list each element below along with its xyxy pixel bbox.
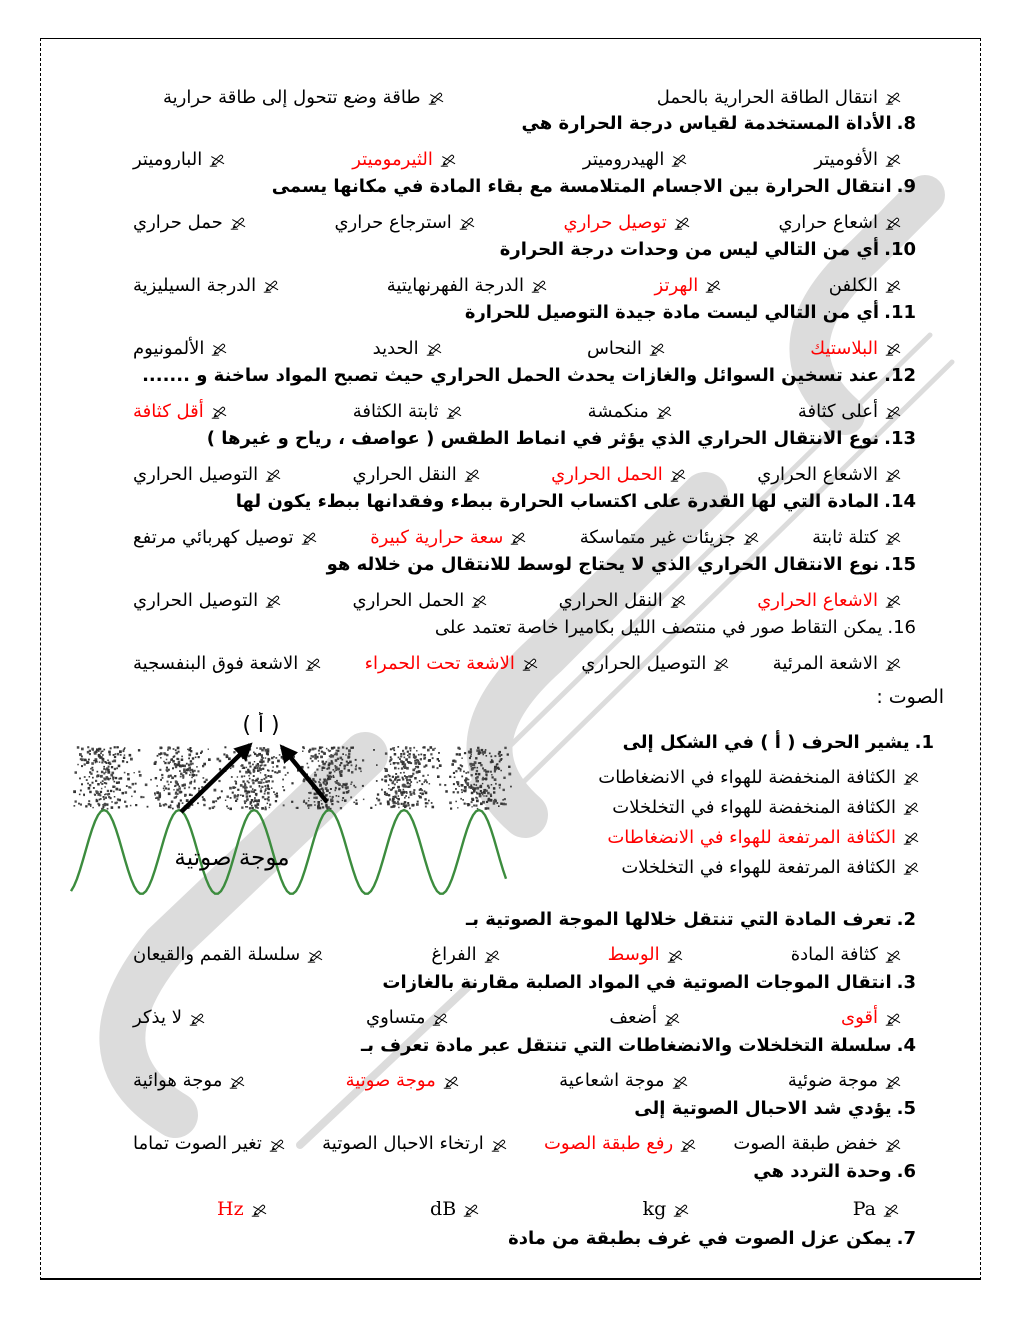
pen-marker-icon xyxy=(426,342,443,356)
answer-option xyxy=(133,401,228,424)
pen-marker-icon xyxy=(667,949,684,963)
answer-option-label: متساوي xyxy=(365,1007,426,1029)
pen-marker-icon xyxy=(664,1012,681,1026)
pen-marker-icon xyxy=(883,1203,900,1217)
sound-question-1-block xyxy=(523,712,946,883)
figure-caption: موجة صوتية xyxy=(174,845,290,871)
pen-marker-icon xyxy=(885,1012,902,1026)
answer-option-label: التوصيل الحراري xyxy=(581,652,707,674)
question xyxy=(69,972,946,1003)
question-number: 2. xyxy=(896,908,916,930)
sound-section-title: الصوت : xyxy=(876,686,944,708)
answer-option xyxy=(133,1133,286,1156)
pen-marker-icon xyxy=(885,468,902,482)
answer-option-label: الدرجة الفهرنهايتية xyxy=(386,274,524,296)
question-text: يؤدي شد الاحبال الصوتية إلى xyxy=(634,1097,892,1119)
pen-marker-icon xyxy=(903,801,920,815)
answer-option xyxy=(814,149,902,172)
answer-option xyxy=(387,275,548,298)
answer-option-label: الكثافة المرتفعة للهواء في الانضغاطات xyxy=(607,826,896,848)
pen-marker-icon xyxy=(463,1203,480,1217)
pen-marker-icon xyxy=(885,594,902,608)
answer-option xyxy=(588,401,673,424)
answer-option-label: تغير الصوت تماما xyxy=(133,1133,262,1155)
answer-option-label: سعة حرارية كبيرة xyxy=(370,526,504,548)
answer-options-row xyxy=(69,522,946,554)
pen-marker-icon xyxy=(743,531,760,545)
page-border xyxy=(40,38,981,1280)
question xyxy=(69,365,946,396)
pen-marker-icon xyxy=(263,279,280,293)
answer-option-label: ارتخاء الاحبال الصوتية xyxy=(322,1133,484,1155)
question xyxy=(69,239,946,270)
answer-option-label: الكثافة المرتفعة للهواء في التخلخلات xyxy=(621,856,896,878)
question xyxy=(69,176,946,207)
answer-option-label: خفض طبقة الصوت xyxy=(733,1133,878,1155)
pen-marker-icon xyxy=(443,1075,460,1089)
pen-marker-icon xyxy=(705,279,722,293)
answer-options-row xyxy=(69,396,946,428)
answer-option xyxy=(352,149,457,172)
answer-option xyxy=(733,1133,902,1156)
answer-option-label: الفراغ xyxy=(431,944,477,966)
pen-marker-icon xyxy=(885,949,902,963)
answer-option xyxy=(133,590,282,613)
pen-marker-icon xyxy=(674,216,691,230)
pen-marker-icon xyxy=(446,405,463,419)
question-number: 4. xyxy=(896,1034,916,1056)
answer-option-label: الحديد xyxy=(372,337,419,359)
answer-option xyxy=(564,212,691,235)
answer-option xyxy=(133,338,228,361)
pen-marker-icon xyxy=(885,342,902,356)
question xyxy=(69,302,946,333)
question-number: 1. xyxy=(914,732,934,753)
answer-option xyxy=(523,853,920,883)
answer-option-label: التوصيل الحراري xyxy=(133,589,259,611)
question-number: 6. xyxy=(896,1160,916,1182)
answer-options-row xyxy=(69,144,946,176)
pen-marker-icon xyxy=(885,216,902,230)
pen-marker-icon xyxy=(672,1075,689,1089)
heat-questions-section xyxy=(69,113,946,680)
answer-option xyxy=(133,464,282,487)
answer-option xyxy=(791,944,902,967)
pen-marker-icon xyxy=(885,91,902,105)
sound-figure-and-q1 xyxy=(69,712,946,909)
question-number: 5. xyxy=(896,1097,916,1119)
pen-marker-icon xyxy=(265,468,282,482)
answer-options-row xyxy=(69,270,946,302)
answer-option xyxy=(346,1070,460,1093)
answer-option xyxy=(133,1070,246,1093)
answer-options-row xyxy=(69,333,946,365)
pen-marker-icon xyxy=(471,594,488,608)
answer-option-label: الثيرموميتر xyxy=(352,148,433,170)
question xyxy=(69,113,946,144)
answer-option-label: انتقال الطاقة الحرارية بالحمل xyxy=(656,86,878,108)
answer-option xyxy=(581,653,730,676)
answer-option-label: استرجاع حراري xyxy=(334,211,452,233)
answer-option xyxy=(778,212,902,235)
answer-option-label: توصيل حراري xyxy=(563,211,667,233)
answer-option-label: الحمل الحراري xyxy=(551,463,663,485)
question xyxy=(69,491,946,522)
pen-marker-icon xyxy=(885,405,902,419)
pen-marker-icon xyxy=(531,279,548,293)
answer-option-label: موجة هوائية xyxy=(133,1070,223,1092)
pen-marker-icon xyxy=(305,657,322,671)
pen-marker-icon xyxy=(459,216,476,230)
answer-option-label: البلاستيك xyxy=(810,337,878,359)
pen-marker-icon xyxy=(885,1075,902,1089)
pen-marker-icon xyxy=(903,771,920,785)
answer-option-label: رفع طبقة الصوت xyxy=(543,1133,674,1155)
question-text: انتقال الموجات الصوتية في المواد الصلبة مقارنة بالغازات xyxy=(382,971,892,993)
pen-marker-icon xyxy=(670,594,687,608)
answer-option xyxy=(757,590,902,613)
answer-option xyxy=(841,1007,902,1030)
answer-option-label: موجة اشعاعية xyxy=(559,1070,665,1092)
stacked-answer-options xyxy=(523,763,946,883)
answer-option-label: ثابتة الكثافة xyxy=(352,400,439,422)
answer-option xyxy=(133,212,247,235)
answer-option-label: Pa xyxy=(852,1197,876,1220)
answer-option-label: الاشعة المرئية xyxy=(772,652,878,674)
pen-marker-icon xyxy=(307,949,324,963)
question-text: أي من التالي ليس من وحدات درجة الحرارة xyxy=(499,239,880,260)
pen-marker-icon xyxy=(903,861,920,875)
question-number: 11. xyxy=(884,302,916,323)
answer-option xyxy=(523,823,920,853)
answer-option-label: التوصيل الحراري xyxy=(133,463,259,485)
question-text: تعرف المادة التي تنتقل خلالها الموجة الصوتية بـ xyxy=(466,908,892,930)
answer-options-row xyxy=(69,207,946,239)
question-number: 15. xyxy=(884,554,916,575)
answer-option xyxy=(523,793,920,823)
question-text: نوع الانتقال الحراري الذي لا يحتاج لوسط للانتقال من خلاله هو xyxy=(326,554,880,575)
answer-option xyxy=(353,464,481,487)
answer-option xyxy=(757,464,902,487)
answer-option-label: توصيل كهربائي مرتفع xyxy=(133,526,294,548)
answer-option-label: الدرجة السيليزية xyxy=(133,274,257,296)
answer-option-label: أعلى كثافة xyxy=(797,400,878,422)
question xyxy=(69,1098,946,1129)
answer-options-row xyxy=(69,940,946,972)
answer-option-label: أضعف xyxy=(609,1007,657,1029)
answer-option xyxy=(523,763,920,793)
figure-point-label: ( أ ) xyxy=(242,713,280,738)
question-text: المادة التي لها القدرة على اكتساب الحرارة ببطء وفقدانها ببطء يكون لها xyxy=(235,491,880,512)
answer-option xyxy=(773,653,902,676)
answer-option xyxy=(133,944,324,967)
pen-marker-icon xyxy=(656,405,673,419)
pen-marker-icon xyxy=(428,91,445,105)
pen-marker-icon xyxy=(464,468,481,482)
question-number: 16. xyxy=(887,617,916,638)
answer-option-label: أقل كثافة xyxy=(133,400,204,422)
question-text: انتقال الحرارة بين الاجسام المتلامسة مع بقاء المادة في مكانها يسمى xyxy=(271,176,892,197)
answer-option xyxy=(583,149,688,172)
question-number: 13. xyxy=(884,428,916,449)
answer-option-label: الحمل الحراري xyxy=(352,589,465,611)
answer-option xyxy=(544,1133,697,1156)
answer-option-label: أقوى xyxy=(841,1007,878,1029)
pen-marker-icon xyxy=(670,468,687,482)
question-number: 3. xyxy=(896,971,916,993)
question-text: يمكن عزل الصوت في غرف بطبقة من مادة xyxy=(508,1227,892,1249)
answer-option xyxy=(366,1007,449,1030)
answer-options-row xyxy=(69,585,946,617)
answer-option-label: الهرتز xyxy=(654,274,699,296)
answer-option xyxy=(812,527,902,550)
pen-marker-icon xyxy=(680,1138,697,1152)
question xyxy=(69,617,946,648)
carryover-options-row xyxy=(69,83,946,113)
answer-option-label: الهيدروميتر xyxy=(582,148,665,170)
answer-option-label: جزيئات غير متماسكة xyxy=(579,526,736,548)
question-text: أي من التالي ليست مادة جيدة التوصيل للحرارة xyxy=(464,302,880,323)
pen-marker-icon xyxy=(510,531,527,545)
answer-option xyxy=(788,1070,902,1093)
pen-marker-icon xyxy=(522,657,539,671)
pen-marker-icon xyxy=(211,405,228,419)
pen-marker-icon xyxy=(484,949,501,963)
pen-marker-icon xyxy=(251,1203,268,1217)
pen-marker-icon xyxy=(491,1138,508,1152)
pen-marker-icon xyxy=(440,153,457,167)
answer-option xyxy=(353,401,463,424)
answer-option xyxy=(353,590,489,613)
answer-option xyxy=(608,944,684,967)
answer-option xyxy=(587,338,666,361)
answer-option-label: سلسلة القمم والقيعان xyxy=(133,944,301,966)
answer-option xyxy=(163,87,445,110)
question-text: وحدة التردد هي xyxy=(753,1160,892,1182)
answer-option-label: موجة ضوئية xyxy=(787,1070,878,1092)
answer-option-label: dB xyxy=(430,1197,457,1220)
question xyxy=(523,732,946,763)
answer-option xyxy=(334,212,475,235)
answer-option-label: الألمونيوم xyxy=(133,337,205,359)
question-number: 7. xyxy=(896,1227,916,1249)
answer-option-label: الكثافة المنخفضة للهواء في التخلخلات xyxy=(612,796,896,818)
question xyxy=(69,554,946,585)
pen-marker-icon xyxy=(301,531,318,545)
question-text: يمكن التقاط صور في منتصف الليل بكاميرا خاصة تعتمد على xyxy=(434,617,883,638)
answer-option xyxy=(655,275,723,298)
pen-marker-icon xyxy=(269,1138,286,1152)
pen-marker-icon xyxy=(673,1203,690,1217)
answer-option-label: كثافة المادة xyxy=(790,944,878,966)
question-text: الأداة المستخدمة لقياس درجة الحرارة هي xyxy=(521,113,892,134)
question-number: 14. xyxy=(884,491,916,512)
answer-option-label: الأفوميتر xyxy=(814,148,878,170)
answer-option xyxy=(370,527,527,550)
answer-option-label: الاشعاع الحراري xyxy=(757,589,878,611)
answer-option-label: كتلة ثابتة xyxy=(812,526,878,548)
answer-options-row xyxy=(69,648,946,680)
answer-option xyxy=(373,338,443,361)
answer-option xyxy=(217,1198,268,1222)
question-number: 10. xyxy=(884,239,916,260)
question-text: عند تسخين السوائل والغازات يحدث الحمل الحراري حيث تصبح المواد ساخنة و ....... xyxy=(142,365,880,386)
sound-questions-section xyxy=(69,909,946,1259)
answer-option-label: موجة صوتية xyxy=(345,1070,436,1092)
answer-option xyxy=(133,653,322,676)
answer-option xyxy=(643,1198,691,1222)
question-text: سلسلة التخلخلات والانضغاطات التي تنتقل عبر مادة تعرف بـ xyxy=(361,1034,892,1056)
pen-marker-icon xyxy=(211,342,228,356)
pen-marker-icon xyxy=(885,657,902,671)
answer-option xyxy=(322,1133,508,1156)
answer-option-label: اشعاع حراري xyxy=(778,211,878,233)
arrow-right xyxy=(282,747,327,802)
pen-marker-icon xyxy=(229,1075,246,1089)
air-particles-band xyxy=(73,746,512,811)
answer-option-label: الكثافة المنخفضة للهواء في الانضغاطات xyxy=(598,766,896,788)
answer-option xyxy=(133,149,226,172)
answer-option-label: لا يذكر xyxy=(133,1007,182,1029)
answer-option xyxy=(551,464,687,487)
pen-marker-icon xyxy=(885,153,902,167)
question xyxy=(69,1161,946,1192)
answer-option-label: الباروميتر xyxy=(133,148,203,170)
pen-marker-icon xyxy=(885,279,902,293)
pen-marker-icon xyxy=(189,1012,206,1026)
answer-option-label: kg xyxy=(642,1197,667,1220)
question-number: 12. xyxy=(884,365,916,386)
answer-option-label: Hz xyxy=(217,1197,244,1220)
answer-option xyxy=(559,590,687,613)
answer-option xyxy=(609,1007,681,1030)
question xyxy=(69,909,946,940)
sound-wave-figure xyxy=(69,712,523,909)
answer-option-label: حمل حراري xyxy=(133,211,223,233)
question xyxy=(69,1228,946,1259)
answer-options-row xyxy=(69,1066,946,1098)
pen-marker-icon xyxy=(432,1012,449,1026)
pen-marker-icon xyxy=(885,531,902,545)
answer-option xyxy=(365,653,539,676)
answer-option xyxy=(559,1070,689,1093)
answer-option-label: الاشعة فوق البنفسجية xyxy=(133,652,299,674)
pen-marker-icon xyxy=(713,657,730,671)
answer-options-row xyxy=(69,1003,946,1035)
answer-options-row xyxy=(69,1192,946,1228)
pen-marker-icon xyxy=(885,1138,902,1152)
answer-option-label: منكمشة xyxy=(587,400,649,422)
answer-option xyxy=(798,401,902,424)
answer-option-label: طاقة وضع تتحول إلى طاقة حرارية xyxy=(163,86,421,108)
pen-marker-icon xyxy=(903,831,920,845)
question xyxy=(69,428,946,459)
question xyxy=(69,1035,946,1066)
pen-marker-icon xyxy=(671,153,688,167)
question-text: نوع الانتقال الحراري الذي يؤثر في انماط الطقس ( عواصف ، رياح و غيرها ) xyxy=(206,428,880,449)
answer-option-label: الاشعة تحت الحمراء xyxy=(364,652,515,674)
worksheet-content xyxy=(41,39,980,1278)
answer-option-label: النقل الحراري xyxy=(352,463,457,485)
answer-option xyxy=(829,275,902,298)
answer-option xyxy=(133,527,318,550)
question-number: 9. xyxy=(896,176,916,197)
answer-option-label: الكلفن xyxy=(828,274,878,296)
question-number: 8. xyxy=(896,113,916,134)
answer-option xyxy=(430,1198,480,1222)
answer-options-row xyxy=(69,459,946,491)
answer-option xyxy=(133,275,280,298)
answer-option xyxy=(853,1198,900,1222)
answer-option xyxy=(810,338,902,361)
answer-option-label: النحاس xyxy=(586,337,642,359)
answer-option xyxy=(133,1007,206,1030)
answer-option-label: الاشعاع الحراري xyxy=(757,463,878,485)
pen-marker-icon xyxy=(265,594,282,608)
answer-option xyxy=(431,944,500,967)
answer-option xyxy=(580,527,760,550)
answer-option xyxy=(657,87,902,110)
answer-options-row xyxy=(69,1129,946,1161)
pen-marker-icon xyxy=(209,153,226,167)
answer-option-label: الوسط xyxy=(607,944,660,966)
pen-marker-icon xyxy=(649,342,666,356)
answer-option-label: النقل الحراري xyxy=(558,589,663,611)
pen-marker-icon xyxy=(230,216,247,230)
question-text: يشير الحرف ( أ ) في الشكل إلى xyxy=(622,732,910,753)
